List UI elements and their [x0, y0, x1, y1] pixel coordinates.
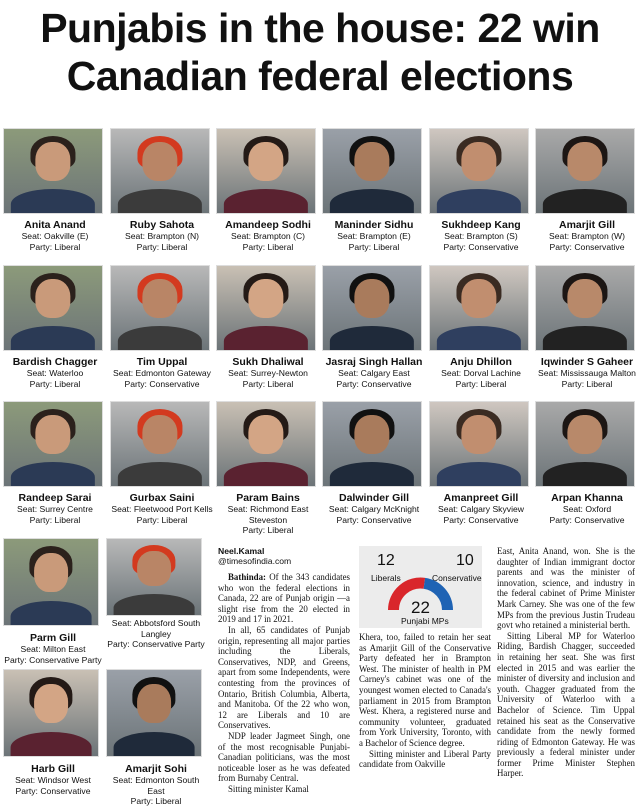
person-card [535, 128, 639, 252]
person-card [3, 669, 103, 796]
person-photo [3, 401, 103, 487]
person-name: Tim Uppal [136, 356, 188, 368]
person-card [322, 265, 426, 389]
person-name: Amarjit Gill [558, 219, 615, 231]
person-name: Amandeep Sodhi [225, 219, 311, 231]
person-name: Amarjit Sohi [125, 763, 187, 775]
person-photo [322, 265, 422, 351]
person-card [110, 265, 214, 389]
person-photo [216, 401, 316, 487]
chart-label-liberals: Liberals [371, 573, 401, 583]
article-column-2 [359, 632, 491, 770]
person-card [216, 401, 320, 536]
person-seat: Seat: Dorval Lachine [441, 368, 521, 378]
person-seat: Seat: Edmonton Gateway [113, 368, 211, 378]
person-name: Dalwinder Gill [338, 492, 409, 504]
person-card [216, 265, 320, 389]
person-seat: Seat: Mississauga Malton [538, 368, 636, 378]
person-party: Party: Conservative [443, 241, 519, 252]
person-seat: Seat: Brampton (N) [124, 231, 200, 241]
person-card [535, 265, 639, 389]
article-paragraph: Bathinda: Of the 343 candidates who won the federal elections in Canada, 22 are of Punjab origin —a slight rise from the 20 elected in 2019 and 17 in 2021. [218, 572, 350, 625]
article-paragraph: Sitting minister and Liberal Party candidate from Oakville [359, 748, 491, 770]
person-photo [110, 401, 210, 487]
person-card [322, 128, 426, 252]
person-party: Party: Conservative [336, 378, 412, 389]
person-card [3, 265, 107, 389]
article-paragraph: East, Anita Anand, won. She is the daughter of Indian immigrant doctor parents and was the minister of innovation, science, and industry in the federal cabinet of Prime Minister Mark Carney. She was one of the few MPs from the previous Justin Trudeau govt who retained a ministerial berth. [497, 546, 635, 631]
person-party: Party: Conservative [443, 514, 519, 525]
article-paragraph: NDP leader Jagmeet Singh, one of the most recognisable Punjabi-Canadian politicians, was the most noticeable loser as he was defeated from Burnaby Central. [218, 730, 350, 784]
byline-author: Neel.Kamal [218, 546, 265, 556]
person-card [429, 128, 533, 252]
person-photo [216, 128, 316, 214]
person-seat: Seat: Brampton (W) [549, 231, 625, 241]
person-seat: Seat: Edmonton South East [112, 775, 200, 796]
person-card [3, 128, 107, 252]
person-seat: Seat: Waterloo [26, 368, 84, 378]
headline-line-1: Punjabis in the house: 22 win [40, 5, 600, 51]
person-photo [322, 128, 422, 214]
person-photo [3, 265, 103, 351]
person-party: Party: Conservative [336, 514, 412, 525]
person-seat: Seat: Calgary East [338, 368, 410, 378]
person-party: Party: Conservative Party [107, 639, 205, 649]
person-party: Party: Conservative Party [4, 654, 102, 665]
person-party: Party: Conservative [15, 785, 91, 796]
person-photo [110, 265, 210, 351]
chart-total-label: Punjabi MPs [401, 616, 449, 626]
person-photo [3, 538, 99, 626]
byline [218, 546, 291, 566]
person-party: Party: Liberal [136, 241, 188, 252]
person-seat: Seat: Surrey-Newton [228, 368, 308, 378]
person-photo [429, 128, 529, 214]
person-name: Jasraj Singh Hallan [325, 356, 423, 368]
article-paragraph: In all, 65 candidates of Punjab origin, representing all major parties including the Liberals, Conservatives, NDP, and Greens, apart from some Independents, were contesting from the provinces of Ontario, British Columbia, Alberta, and Manitoba. Of the 22 who won, 12 are Liberals and 10 are Conservatives. [218, 624, 350, 731]
person-card [3, 538, 103, 665]
person-name: Param Bains [236, 492, 300, 504]
person-party: Party: Liberal [130, 796, 182, 806]
person-seat: Seat: Richmond East Steveston [227, 504, 309, 525]
person-seat: Seat: Calgary Skyview [438, 504, 524, 514]
person-seat: Seat: Brampton (E) [337, 231, 411, 241]
article-column-1 [218, 572, 350, 794]
person-name: Parm Gill [29, 632, 77, 644]
person-name: Ruby Sahota [129, 219, 195, 231]
article-column-3 [497, 546, 635, 779]
person-name: Harb Gill [31, 763, 75, 775]
person-card [106, 669, 206, 807]
person-party: Party: Liberal [242, 525, 294, 535]
person-photo [429, 401, 529, 487]
person-name: Arpan Khanna [551, 492, 623, 504]
party-split-chart [359, 546, 482, 628]
dateline: Bathinda: [228, 572, 266, 582]
person-card [322, 401, 426, 525]
person-seat: Seat: Oxford [562, 504, 612, 514]
chart-value-liberals: 12 [377, 552, 395, 569]
person-card [535, 401, 639, 525]
chart-label-conservative: Conservative [432, 573, 482, 583]
person-card [429, 265, 533, 389]
person-seat: Seat: Brampton (C) [230, 231, 306, 241]
person-photo [535, 265, 635, 351]
person-card [110, 128, 214, 252]
person-seat: Seat: Abbotsford South Langley [111, 618, 201, 639]
person-party: Party: Liberal [242, 241, 294, 252]
person-name: Gurbax Saini [129, 492, 195, 504]
person-seat: Seat: Oakville (E) [21, 231, 89, 241]
person-photo [110, 128, 210, 214]
person-party: Party: Liberal [29, 514, 81, 525]
person-name: Anita Anand [24, 219, 86, 231]
person-party: Party: Liberal [136, 514, 188, 525]
person-name: Anju Dhillon [450, 356, 512, 368]
person-card [429, 401, 533, 525]
person-party: Party: Liberal [29, 241, 81, 252]
person-photo [429, 265, 529, 351]
person-seat: Seat: Surrey Centre [17, 504, 93, 514]
article-paragraph: Sitting Liberal MP for Waterloo Riding, Bardish Chagger, succeeded in retaining her seat. She was first elected in 2015 and was earlier the minister of diversity and inclusion and youth. Chagger graduated from the University of Waterloo with a Bachelor of Science. Tim Uppal retained his seat as the Conservative candidate from the newly formed riding of Edmonton Gateway. He was previously a federal minister under former Prime Minister Stephen Harper. [497, 630, 635, 779]
person-photo [216, 265, 316, 351]
person-photo [535, 128, 635, 214]
person-party: Party: Liberal [29, 378, 81, 389]
person-party: Party: Liberal [561, 378, 613, 389]
person-card [216, 128, 320, 252]
person-party: Party: Liberal [348, 241, 400, 252]
person-party: Party: Conservative [124, 378, 200, 389]
person-photo [3, 669, 99, 757]
person-photo [535, 401, 635, 487]
person-photo [106, 538, 202, 616]
headline [0, 4, 640, 100]
person-seat: Seat: Milton East [20, 644, 86, 654]
person-name: Iqwinder S Gaheer [540, 356, 634, 368]
person-photo [3, 128, 103, 214]
person-party: Party: Liberal [242, 378, 294, 389]
byline-handle: @timesofindia.com [218, 556, 292, 566]
person-seat: Seat: Windsor West [15, 775, 91, 785]
person-card [110, 401, 214, 525]
person-seat: Seat: Brampton (S) [444, 231, 518, 241]
person-name: Sukhdeep Kang [441, 219, 521, 231]
person-name: Sukh Dhaliwal [232, 356, 304, 368]
person-party: Party: Liberal [455, 378, 507, 389]
person-photo [106, 669, 202, 757]
chart-value-conservative: 10 [456, 552, 474, 569]
person-card [3, 401, 107, 525]
person-party: Party: Conservative [549, 241, 625, 252]
person-seat: Seat: Fleetwood Port Kells [111, 504, 213, 514]
person-seat: Seat: Calgary McKnight [328, 504, 420, 514]
person-name: Randeep Sarai [18, 492, 92, 504]
headline-line-2: Canadian federal elections [66, 53, 574, 99]
article-paragraph: Khera, too, failed to retain her seat as Amarjit Gill of the Conservative Party defeated her in Brampton West. The minister of health in PM Carney's cabinet was one of the youngest women elected to Canada's parliament in 2015 from Brampton West. Khera, a registered nurse and community volunteer, graduated from York University, Toronto, with a Bachelor of Science degree. [359, 632, 491, 748]
person-card [106, 538, 206, 650]
person-party: Party: Conservative [549, 514, 625, 525]
person-name: Amanpreet Gill [443, 492, 519, 504]
person-name: Bardish Chagger [12, 356, 98, 368]
article-paragraph: Sitting minister Kamal [228, 783, 309, 794]
person-name: Maninder Sidhu [334, 219, 414, 231]
person-photo [322, 401, 422, 487]
chart-total-value: 22 [411, 598, 430, 617]
